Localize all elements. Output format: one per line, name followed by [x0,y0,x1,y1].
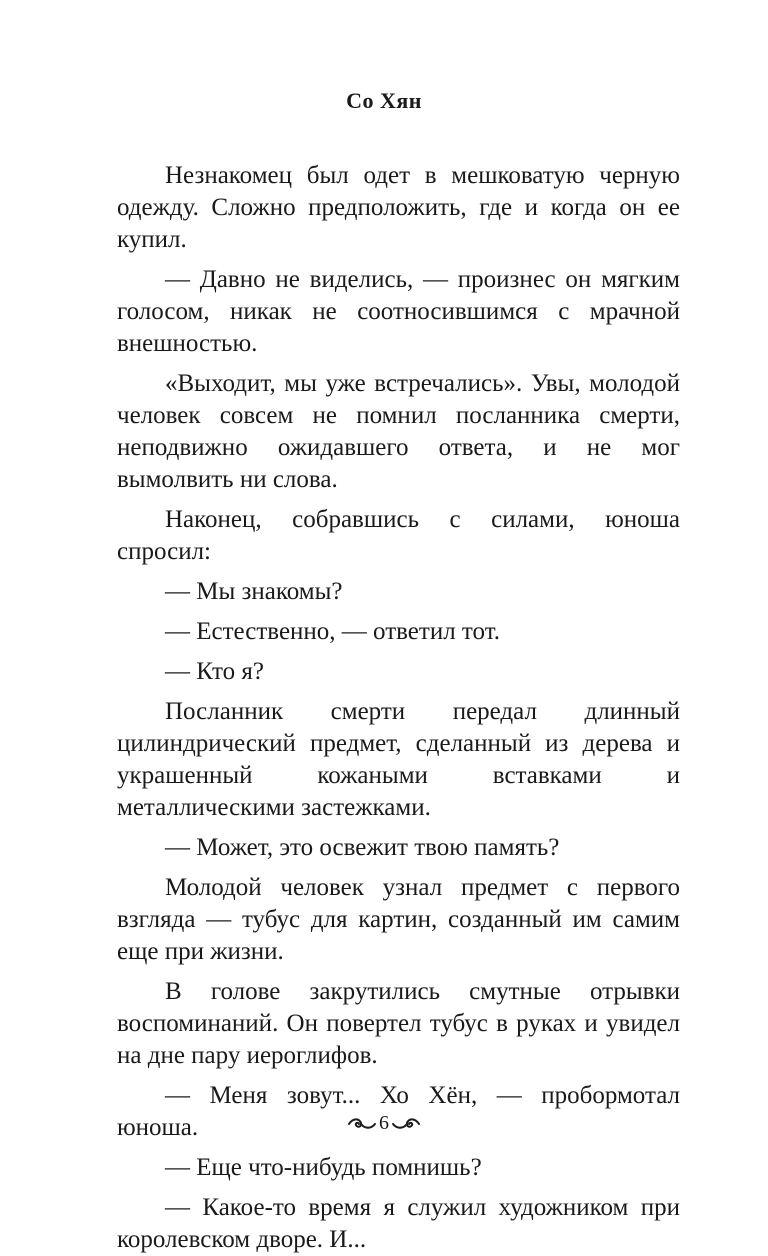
running-head-author: Со Хян [346,88,422,113]
paragraph: — Еще что-нибудь помнишь? [165,1154,482,1181]
paragraph: — Естественно, — ответил тот. [165,618,500,645]
page-footer [0,1112,768,1135]
paragraph: «Выходит, мы уже встречались». Увы, молодой человек совсем не помнил посланника смерти, неподвижно ожидавшего ответа, и не мог вымолвить ни слова. [117,370,680,493]
paragraph: Незнакомец был одет в мешковатую черную одежду. Сложно предположить, где и когда он ее купил. [117,162,680,253]
paragraph: — Кто я? [165,658,264,685]
paragraph: — Меня зовут... Хо Хён, — пробормотал юноша. [117,1082,680,1141]
scroll-ornament-right-icon [391,1117,421,1131]
paragraph: Молодой человек узнал предмет с первого взгляда — тубус для картин, созданный им самим еще при жизни. [117,874,680,965]
paragraph: В голове закрутились смутные отрывки воспоминаний. Он повертел тубус в руках и увидел на дне пару иероглифов. [117,978,680,1069]
paragraph: — Какое-то время я служил художником при королевском дворе. И... [117,1194,680,1253]
paragraph: Наконец, собравшись с силами, юноша спросил: [117,506,680,565]
paragraph: — Давно не виделись, — произнес он мягким голосом, никак не соотносившимся с мрачной внешностью. [117,266,680,357]
page-number: 6 [379,1112,389,1134]
paragraph: Посланник смерти передал длинный цилиндрический предмет, сделанный из дерева и украшенный кожаными вставками и металлическими застежками. [117,698,680,821]
body-text [117,160,680,1256]
paragraph: — Мы знакомы? [165,578,343,605]
scroll-ornament-left-icon [347,1117,377,1131]
paragraph: — Может, это освежит твою память? [165,834,560,861]
